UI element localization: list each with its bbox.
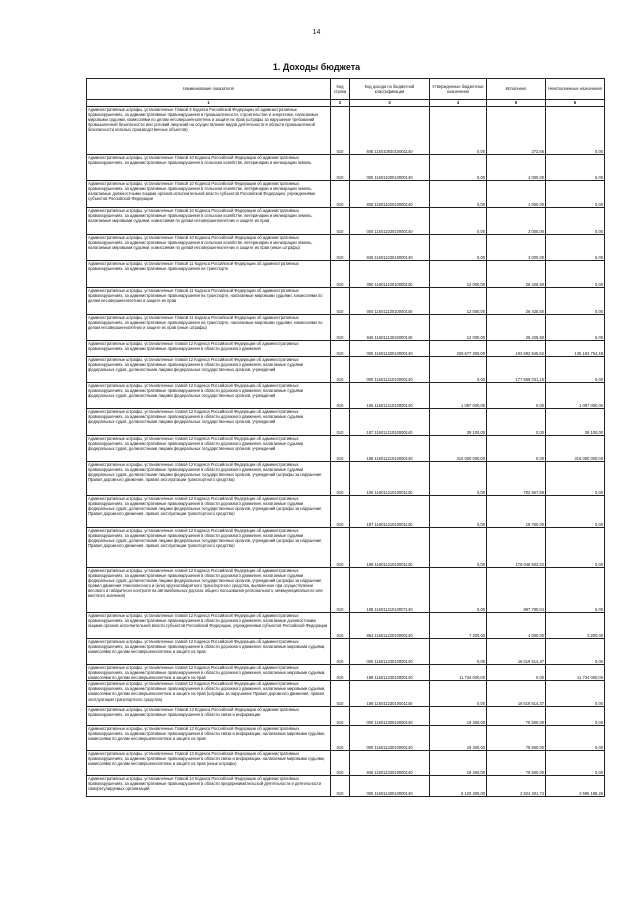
- row-unexecuted: 0,00: [546, 568, 605, 613]
- row-code: 010: [331, 155, 350, 181]
- row-code: 010: [331, 261, 350, 288]
- table-body: [87, 107, 605, 797]
- row-unexecuted: 0,00: [546, 155, 605, 181]
- row-unexecuted: 0,00: [546, 681, 605, 707]
- page-number: 14: [312, 29, 321, 36]
- row-kbk: 187 11601121010001140: [350, 496, 430, 528]
- row-approved: 5 120 400,00: [430, 776, 487, 797]
- row-approved: 0,00: [430, 208, 487, 235]
- row-name: Административные штрафы, установленные Главой 11 Кодекса Российской Федерации об административных правонарушениях, за административные правонарушения на транспорте, налагаемые мировыми судьями, комиссиями по делам несовершеннолетних и защите их прав: [87, 288, 331, 315]
- row-approved: 328 677 300,00: [430, 341, 487, 357]
- row-code: 010: [331, 639, 350, 665]
- row-approved: 0,00: [430, 496, 487, 528]
- row-unexecuted: 0,00: [546, 726, 605, 751]
- table-row: [87, 261, 605, 288]
- row-unexecuted: 0,00: [546, 107, 605, 155]
- section-title: 1. Доходы бюджета: [272, 62, 361, 72]
- row-approved: 19 400,00: [430, 751, 487, 776]
- row-approved: 0,00: [430, 107, 487, 155]
- row-kbk: 864 11601122010000140: [350, 613, 430, 639]
- row-approved: 0,00: [430, 235, 487, 261]
- table-row: [87, 681, 605, 707]
- row-kbk: 000 11601130010000140: [350, 707, 430, 726]
- row-approved: 0,00: [430, 528, 487, 568]
- row-name: Административные штрафы, установленные главой 12 Кодекса Российской Федерации об административных правонарушениях, за административные правонарушения в области дорожного движения, налагаемые мировыми судьями, комиссиями по делам несовершеннолетних и защите их прав: [87, 665, 331, 681]
- row-name: Административные штрафы, установленные Главой 11 Кодекса Российской Федерации об административных правонарушениях, за административные правонарушения на транспорте: [87, 261, 331, 288]
- row-kbk: 835 11601102010000140: [350, 181, 430, 208]
- row-approved: 0,00: [430, 568, 487, 613]
- row-unexecuted: 2 596 198,26: [546, 776, 605, 797]
- row-code: 010: [331, 208, 350, 235]
- row-executed: 4 000,00: [487, 155, 546, 181]
- row-kbk: 188 11601121010001140: [350, 528, 430, 568]
- row-executed: 0,00: [487, 665, 546, 681]
- table-row: [87, 707, 605, 726]
- table-row: [87, 528, 605, 568]
- table-row: [87, 409, 605, 436]
- table-row: [87, 613, 605, 639]
- row-executed: 2 524 201,74: [487, 776, 546, 797]
- row-name: Административные штрафы, установленные Главой 11 Кодекса Российской Федерации об административных правонарушениях, за административные правонарушения на транспорте, налагаемые мировыми судьями, комиссиями по делам несовершеннолетних и защите их прав (иные штрафы): [87, 315, 331, 341]
- table-row: [87, 208, 605, 235]
- table-row: [87, 665, 605, 681]
- row-code: 010: [331, 613, 350, 639]
- row-code: 010: [331, 462, 350, 496]
- row-unexecuted: 0,00: [546, 496, 605, 528]
- row-code: 010: [331, 341, 350, 357]
- row-executed: 26 425,50: [487, 261, 546, 288]
- row-kbk: 846 11601103019000140: [350, 235, 430, 261]
- row-kbk: 000 11601103010000140: [350, 208, 430, 235]
- row-name: Административные штрафы, установленные главой 12 Кодекса Российской Федерации об административных правонарушениях, за административные правонарушения в области дорожного движения, налагаемые судьями федеральных судов, должностными лицами федеральных государственных органов, учреждений: [87, 383, 331, 409]
- row-approved: 0,00: [430, 181, 487, 208]
- row-name: Административные штрафы, установленные Главой 13 Кодекса Российской Федерации об административных правонарушениях, за административные правонарушения в области связи и информации, налагаемые мировыми судьями, комиссиями по делам несовершеннолетних и защите их прав: [87, 726, 331, 751]
- column-number: 6: [546, 100, 605, 107]
- table-row: [87, 288, 605, 315]
- row-name: Административные штрафы, установленные главой 12 Кодекса Российской Федерации об административных правонарушениях, за административные правонарушения в области дорожного движения, налагаемые судьями федеральных судов, должностными лицами федеральных государственных органов, учреждений (штрафы за нарушение Правил дорожного движения, правил эксплуатации транспортного средства): [87, 496, 331, 528]
- table-row: [87, 568, 605, 613]
- column-number-row: [87, 100, 605, 107]
- row-approved: 0,00: [430, 155, 487, 181]
- row-approved: 19 400,00: [430, 726, 487, 751]
- row-executed: 16 019 514,37: [487, 639, 546, 665]
- row-executed: 19 750,00: [487, 496, 546, 528]
- row-name: Административные штрафы, установленные главой 12 Кодекса Российской Федерации об административных правонарушениях, за административные правонарушения в области дорожного движения, налагаемые судьями федеральных судов, должностными лицами федеральных государственных органов, учреждений (штрафы за нарушение Правил дорожного движения, правил эксплуатации транспортного средства): [87, 462, 331, 496]
- row-approved: 316 000 000,00: [430, 436, 487, 462]
- header-approved: Утвержденные бюджетные назначения: [430, 79, 487, 100]
- row-executed: 176 048 833,22: [487, 528, 546, 568]
- row-executed: 3 000,00: [487, 208, 546, 235]
- row-name: Административные штрафы, установленные Главой 10 Кодекса Российской Федерации об административных правонарушениях, за административные правонарушения в сельском хозяйстве, ветеринарии и мелиорации земель, налагаемые мировыми судьями, комиссиями по делам несовершеннолетних и защите их прав (иные штрафы): [87, 235, 331, 261]
- column-number: 2: [331, 100, 350, 107]
- column-number: 3: [350, 100, 430, 107]
- row-kbk: 000 11601133010000140: [350, 726, 430, 751]
- row-approved: 0,00: [430, 462, 487, 496]
- row-name: Административные штрафы, установленные главой 12 Кодекса Российской Федерации об административных правонарушениях, за административные правонарушения в области дорожного движения, налагаемые должностными лицами органов исполнительной власти субъектов Российской Федерации, учреждениями субъектов Российской Федерации: [87, 613, 331, 639]
- row-name: Административные штрафы, установленные главой 12 Кодекса Российской Федерации об административных правонарушениях, за административные правонарушения в области дорожного движения, налагаемые судьями федеральных судов, должностными лицами федеральных государственных органов, учреждений (штрафы за нарушение Правил дорожного движения, правил эксплуатации транспортного средства): [87, 528, 331, 568]
- row-code: 010: [331, 235, 350, 261]
- header-unexecuted: Неисполненные назначения: [546, 79, 605, 100]
- row-executed: 702 667,89: [487, 462, 546, 496]
- row-kbk: 000 11601120010000140: [350, 341, 430, 357]
- row-code: 010: [331, 436, 350, 462]
- row-kbk: 000 11601110010000140: [350, 261, 430, 288]
- table-row: [87, 776, 605, 797]
- row-executed: 4 000,00: [487, 613, 546, 639]
- row-executed: 16 019 514,37: [487, 681, 546, 707]
- row-unexecuted: 0,00: [546, 181, 605, 208]
- row-name: Административные штрафы, установленные Главой 14 Кодекса Российской Федерации об административных правонарушениях, за административные правонарушения в области предпринимательской деятельности и деятельности саморегулируемых организаций: [87, 776, 331, 797]
- table-header-row: [87, 79, 605, 100]
- table-row: [87, 383, 605, 409]
- row-kbk: 000 11601123010000140: [350, 639, 430, 665]
- row-kbk: 846 11601113019000140: [350, 315, 430, 341]
- column-number: 4: [430, 100, 487, 107]
- row-name: Административные штрафы, установленные Главой 13 Кодекса Российской Федерации об административных правонарушениях, за административные правонарушения в области связи и информации: [87, 707, 331, 726]
- row-name: Административные штрафы, установленные главой 12 Кодекса Российской Федерации об административных правонарушениях, за административные правонарушения в области дорожного движения, налагаемые мировыми судьями, комиссиями по делам несовершеннолетних и защите их прав (штрафы за нарушение Правил дорожного движения, правил эксплуатации транспортного средства): [87, 681, 331, 707]
- row-unexecuted: 316 000 000,00: [546, 436, 605, 462]
- row-approved: 0,00: [430, 639, 487, 665]
- row-code: 010: [331, 776, 350, 797]
- row-unexecuted: 0,00: [546, 208, 605, 235]
- row-executed: 177 669 031,15: [487, 357, 546, 383]
- row-unexecuted: 0,00: [546, 261, 605, 288]
- row-kbk: 000 11601140010000140: [350, 776, 430, 797]
- row-kbk: 106 11601121010000140: [350, 383, 430, 409]
- row-approved: 39 100,00: [430, 409, 487, 436]
- row-approved: 12 000,00: [430, 315, 487, 341]
- row-executed: 79 500,00: [487, 726, 546, 751]
- row-code: 010: [331, 568, 350, 613]
- row-name: Административные штрафы, установленные главой 12 Кодекса Российской Федерации об административных правонарушениях, за административные правонарушения в области дорожного движения, налагаемые судьями федеральных судов, должностными лицами федеральных государственных органов, учреждений: [87, 409, 331, 436]
- table-row: [87, 462, 605, 496]
- row-unexecuted: 135 184 754,48: [546, 341, 605, 357]
- row-kbk: 000 11601121010000140: [350, 357, 430, 383]
- row-executed: 1 000,00: [487, 181, 546, 208]
- table-row: [87, 726, 605, 751]
- row-code: 010: [331, 357, 350, 383]
- row-approved: 12 000,00: [430, 288, 487, 315]
- row-unexecuted: 3 200,00: [546, 613, 605, 639]
- row-code: 010: [331, 383, 350, 409]
- row-unexecuted: 0,00: [546, 288, 605, 315]
- table-row: [87, 181, 605, 208]
- row-unexecuted: 0,00: [546, 707, 605, 726]
- row-code: 010: [331, 496, 350, 528]
- header-name: Наименование показателя: [87, 79, 331, 100]
- row-executed: 897 780,04: [487, 568, 546, 613]
- column-number: 1: [87, 100, 331, 107]
- row-code: 010: [331, 528, 350, 568]
- row-unexecuted: 0,00: [546, 639, 605, 665]
- row-code: 010: [331, 726, 350, 751]
- row-kbk: 188 11601121010007140: [350, 568, 430, 613]
- row-unexecuted: 1 097 000,00: [546, 383, 605, 409]
- row-approved: 7 200,00: [430, 613, 487, 639]
- row-code: 010: [331, 751, 350, 776]
- row-unexecuted: 0,00: [546, 462, 605, 496]
- row-unexecuted: 0,00: [546, 315, 605, 341]
- row-unexecuted: 11 734 000,00: [546, 665, 605, 681]
- row-executed: 26 425,50: [487, 315, 546, 341]
- row-name: Административные штрафы, установленные главой 12 Кодекса Российской Федерации об административных правонарушениях, за административные правонарушения в области дорожного движения, налагаемые судьями федеральных судов, должностными лицами федеральных государственных органов, учреждений (штрафы за нарушение правил движения тяжеловесного и (или) крупногабаритного транспортного средства, выявленное при осуществлении весового и габаритного контроля на автомобильных дорогах общего пользования регионального, межмуниципального или местного значения): [87, 568, 331, 613]
- header-code: Код строки: [331, 79, 350, 100]
- table-row: [87, 107, 605, 155]
- row-unexecuted: 0,00: [546, 357, 605, 383]
- table-row: [87, 639, 605, 665]
- row-approved: 12 000,00: [430, 261, 487, 288]
- row-kbk: 000 11601100010000140: [350, 155, 430, 181]
- budget-income-table: [86, 78, 605, 797]
- table-row: [87, 357, 605, 383]
- row-approved: 0,00: [430, 681, 487, 707]
- row-approved: 1 097 000,00: [430, 383, 487, 409]
- row-name: Административные штрафы, установленные Главой 9 Кодекса Российской Федерации об административных правонарушениях, за административные правонарушения в промышленности, строительстве и энергетике, налагаемые мировыми судьями, комиссиями по делам несовершеннолетних и защите их прав (штрафы за нарушение требований промышленной безопасности или условий лицензий на осуществление видов деятельности в области промышленной безопасности опасных производственных объектов): [87, 107, 331, 155]
- row-executed: 272,56: [487, 107, 546, 155]
- row-executed: 0,00: [487, 436, 546, 462]
- row-unexecuted: 39 100,00: [546, 409, 605, 436]
- row-code: 010: [331, 707, 350, 726]
- row-name: Административные штрафы, установленные главой 12 Кодекса Российской Федерации об административных правонарушениях, за административные правонарушения в области дорожного движения, налагаемые судьями федеральных судов, должностными лицами федеральных государственных органов, учреждений: [87, 436, 331, 462]
- row-name: Административные штрафы, установленные Главой 10 Кодекса Российской Федерации об административных правонарушениях, за административные правонарушения в сельском хозяйстве, ветеринарии и мелиорации земель: [87, 155, 331, 181]
- row-kbk: 106 11601121010001140: [350, 462, 430, 496]
- row-executed: 26 425,50: [487, 288, 546, 315]
- row-approved: 0,00: [430, 357, 487, 383]
- row-kbk: 846 11601133019000140: [350, 751, 430, 776]
- table-row: [87, 235, 605, 261]
- table-row: [87, 496, 605, 528]
- row-name: Административные штрафы, установленные главой 12 Кодекса Российской Федерации об административных правонарушениях, за административные правонарушения в области дорожного движения: [87, 341, 331, 357]
- row-kbk: 187 11601121010000140: [350, 409, 430, 436]
- row-unexecuted: 0,00: [546, 235, 605, 261]
- row-code: 010: [331, 181, 350, 208]
- row-name: Административные штрафы, установленные Главой 13 Кодекса Российской Федерации об административных правонарушениях, за административные правонарушения в области связи и информации, налагаемые мировыми судьями, комиссиями по делам несовершеннолетних и защите их прав (иные штрафы): [87, 751, 331, 776]
- column-number: 5: [487, 100, 546, 107]
- table-row: [87, 155, 605, 181]
- row-approved: 19 400,00: [430, 707, 487, 726]
- row-name: Административные штрафы, установленные Главой 10 Кодекса Российской Федерации об административных правонарушениях, за административные правонарушения в сельском хозяйстве, ветеринарии и мелиорации земель, налагаемые мировыми судьями, комиссиями по делам несовершеннолетних и защите их прав: [87, 208, 331, 235]
- row-executed: 0,00: [487, 383, 546, 409]
- header-executed: Исполнено: [487, 79, 546, 100]
- row-unexecuted: 0,00: [546, 528, 605, 568]
- table-row: [87, 315, 605, 341]
- row-kbk: 846 11601093010001140: [350, 107, 430, 155]
- row-code: 010: [331, 288, 350, 315]
- row-executed: 79 500,00: [487, 751, 546, 776]
- row-approved: 11 734 000,00: [430, 665, 487, 681]
- row-kbk: 188 11601123010001140: [350, 681, 430, 707]
- row-kbk: 000 11601113010000140: [350, 288, 430, 315]
- row-name: Административные штрафы, установленные главой 12 Кодекса Российской Федерации об административных правонарушениях, за административные правонарушения в области дорожного движения, налагаемые судьями федеральных судов, должностными лицами федеральных государственных органов, учреждений: [87, 357, 331, 383]
- row-code: 010: [331, 409, 350, 436]
- row-executed: 193 692 545,52: [487, 341, 546, 357]
- row-kbk: 188 11601121010000140: [350, 436, 430, 462]
- row-code: 010: [331, 107, 350, 155]
- table-row: [87, 341, 605, 357]
- row-kbk: 188 11601123010000140: [350, 665, 430, 681]
- row-code: 010: [331, 681, 350, 707]
- row-name: Административные штрафы, установленные Главой 10 Кодекса Российской Федерации об административных правонарушениях, за административные правонарушения в сельском хозяйстве, ветеринарии и мелиорации земель, налагаемые должностными лицами органов исполнительной власти субъектов Российской Федерации, учреждениями субъектов Российской Федерации: [87, 181, 331, 208]
- row-code: 010: [331, 315, 350, 341]
- row-name: Административные штрафы, установленные главой 12 Кодекса Российской Федерации об административных правонарушениях, за административные правонарушения в области дорожного движения, налагаемые мировыми судьями, комиссиями по делам несовершеннолетних и защите их прав: [87, 639, 331, 665]
- row-unexecuted: 0,00: [546, 751, 605, 776]
- row-executed: 3 000,00: [487, 235, 546, 261]
- table-row: [87, 436, 605, 462]
- row-executed: 0,00: [487, 409, 546, 436]
- row-code: 010: [331, 665, 350, 681]
- table-row: [87, 751, 605, 776]
- header-kbk: Код дохода по бюджетной классификации: [350, 79, 430, 100]
- row-executed: 79 500,00: [487, 707, 546, 726]
